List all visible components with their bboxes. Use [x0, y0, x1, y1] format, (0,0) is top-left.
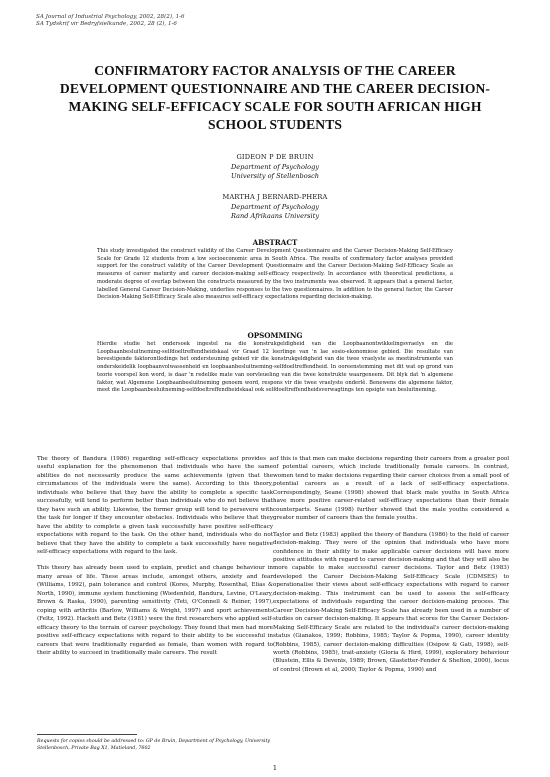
- journal-citation-english: SA Journal of Industrial Psychology, 2002, 28(2), 1-6: [36, 14, 185, 20]
- author-department: Department of Psychology: [230, 202, 320, 211]
- author-name: MARTHA J BERNARD-PHERA: [222, 193, 328, 201]
- author-department: Department of Psychology: [230, 162, 320, 171]
- body-paragraph: The theory of Bandura (1986) regarding self-efficacy expectations provides a useful explanation for the phenomenon that individuals who have the same abilities do not necessarily produce the same achievements (given that the circumstances of the individuals were the same). According to this theory, individuals who believe that they have the ability to complete a specific task successfully, will tend to perform better than individuals who do not believe that they have such an ability. Likewise, the former group will tend to persevere with the task for longer if they encounter obstacles. Individuals who believe that they have the ability to complete a given task successfully have positive self-efficacy expectations with regard to the task. On the other hand, individuals who do not believe that they have the ability to complete a task successfully have negative self-efficacy expectations with regard to the task.: [37, 456, 273, 555]
- author-institution: University of Stellenbosch: [230, 172, 320, 180]
- opsomming-heading: OPSOMMING: [247, 331, 303, 340]
- body-paragraph: of this is that men can make decisions regarding their careers from a greater pool of potential careers, which include traditionally female careers. In contrast, women tend to make decisions regarding their career choices from a small pool of potential careers as a result of a lack of self-efficacy expectations. Correspondingly, Seane (1998) showed that black male youths in South Africa have more positive career-related self-efficacy expectations than their female counterparts. Seane (1998) further showed that the male youths considered a greater number of careers than the female youths.: [273, 456, 509, 522]
- author-block-2: [0, 193, 550, 222]
- body-column-left: [37, 455, 273, 665]
- journal-header: [36, 14, 185, 28]
- abstract-text: This study investigated the construct validity of the Career Development Questionnaire and the Career Decision-Making Self-Efficacy Scale for Grade 12 students from a low socioeconomic area in South Africa. The results of confirmatory factor analyses provided support for the construct validity of the Career Development Questionnaire and the Career Decision-Making Self-Efficacy Scale as measures of career maturity and career decision-making self-efficacy respectively. In accordance with theoretical predictions, a moderate degree of overlap between the constructs measured by the two instruments was observed. It appears that a general factor, labelled General Career Decision-Making, underlies responses to the two questionnaires. In addition to the general factor, the Career Decision-Making Self-Efficacy Scale also measures self-efficacy expectations regarding decision-making.: [97, 248, 453, 301]
- body-column-right: [273, 455, 509, 682]
- body-paragraph: This theory has already been used to explain, predict and change behaviour in many areas of life. These areas include, amongst others, anxiety and fear (Williams, 1992), pain tolerance and control (Kores, Murphy, Rosenthal, Elias & North, 1990), immune system functioning (Wiedenfeld, Bandura, Levine, O'Leary, Brown & Raska, 1990), parenting sensitivity (Teti, O'Connell & Reiner, 1997), coping with arthritis (Barlow, Williams & Wright, 1997) and sport achievements (Feltz, 1992). Hackett and Betz (1981) were the first researchers who applied self-efficacy theory to the terrain of career psychology. They found that men had more positive self-efficacy expectations with regard to their ability to be successful in careers that were traditionally regarded as female, than women with regard to their ability to succeed in traditionally male careers. The result: [37, 565, 273, 656]
- abstract-heading: ABSTRACT: [252, 238, 298, 247]
- page-number: 1: [272, 764, 278, 772]
- author-institution: Rand Afrikaans University: [230, 212, 320, 220]
- footnote-divider: [37, 734, 137, 735]
- body-paragraph: Taylor and Betz (1983) applied the theory of Bandura (1986) to the field of career decision-making. They were of the opinion that individuals who have more confidence in their ability to make applicable career decisions will have more positive attitudes with regard to career decision-making and that they will also be more capable to make successful career decisions. Taylor and Betz (1983) developed the Career Decision-Making Self-Efficacy Scale (CDMSES) to operationalise their views about self-efficacy expectations with regard to career decision-making. This instrument can be used to assess the self-efficacy expectations of individuals regarding the career decision-making process. The Career Decision-Making Self-Efficacy Scale has already been used in a number of studies on career decision-making. It appears that scores for the Career Decision-Making Self-Efficacy Scale are related to the individual's career decision-making status (Gianakos, 1999; Robbins, 1985; Taylor & Popma, 1990), career identity (Robbins, 1985), career decision-making difficulties (Osipow & Gati, 1998), self-worth (Robbins, 1985), trait-anxiety (Gloria & Hird, 1999), exploratory behaviour (Blustein, Ellis & Devenis, 1989; Brown, Glastetter-Fender & Shelton, 2000), locus of control (Brown et al, 2000; Taylor & Popma, 1990) and: [273, 531, 509, 673]
- author-name: GIDEON P DE BRUIN: [236, 153, 314, 161]
- paper-title: CONFIRMATORY FACTOR ANALYSIS OF THE CAREER DEVELOPMENT QUESTIONNAIRE AND THE CAREER DECISION-MAKING SELF-EFFICACY SCALE FOR SOUTH AFRICAN HIGH SCHOOL STUDENTS: [59, 63, 491, 132]
- opsomming-text: Hierdie studie het ondersoek ingestel na die konstrukgeldigheid van die Loopbaanontwikkelingsvraelys en die Loopbaanbesluitneming-selfdoeltreffendheidskaal vir Graad 12 leerlinge van 'n lae sosio-ekonomiese gebied. Die resultate van bevestigende faktorontledings het ondersteuning gebied vir die konstrukgeldigheid van die twee vraelyste as meetinstrumente van onderskeidelik loopbaanvolwassenheid en loopbaanbesluitneming-selfdoeltreffendheid. In ooreenstemming met dit wat op grond van teorie voorspel kon word, is daar 'n redelike mate van oorvleueling van die twee konstrukte waargeneem. Dit blyk dat 'n algemene faktor, wat Algemene Loopbaanbesluitneming genoem word, respons vir die twee vraelyste onderlê. Benewens die algemene faktor, meet die Loopbaanbesluitneming-selfdoeltreffendheidskaal ook selfdoeltreffendheidsverwagtings ten opsigte van besluitneming.: [97, 341, 453, 394]
- journal-citation-afrikaans: SA Tydskrif vir Bedryfsielkunde, 2002, 28 (2), 1-6: [36, 21, 177, 27]
- footnote: Requests for copies should be addressed to: GP de Bruin, Department of Psychology, University Stellenbosch, Private Bag X1, Matieland, 7602: [37, 739, 271, 751]
- author-block-1: [0, 153, 550, 182]
